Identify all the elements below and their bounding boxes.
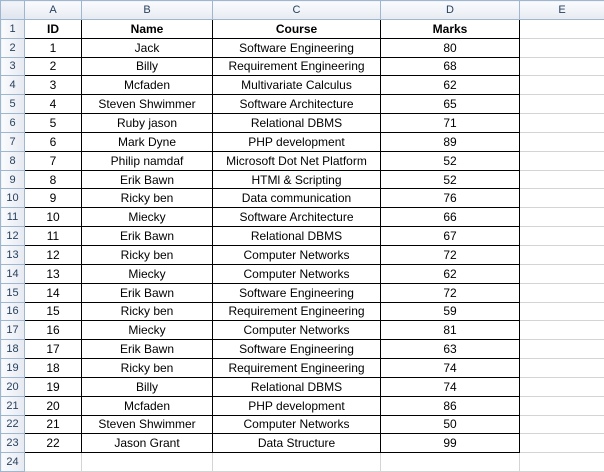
cell-id[interactable]: 9 — [25, 189, 82, 208]
row-number[interactable]: 6 — [1, 114, 25, 133]
cell-name[interactable]: Ruby jason — [82, 114, 213, 133]
cell-name[interactable]: Miecky — [82, 208, 213, 227]
table-row — [1, 359, 604, 378]
cell-course[interactable]: Software Architecture — [213, 208, 381, 227]
empty-cell[interactable] — [520, 170, 604, 189]
empty-cell[interactable] — [520, 434, 604, 453]
empty-cell[interactable] — [520, 302, 604, 321]
column-header-c[interactable]: C — [213, 1, 381, 20]
table-row — [1, 95, 604, 114]
cell-course[interactable]: Data Structure — [213, 434, 381, 453]
cell-name[interactable]: Billy — [82, 377, 213, 396]
cell-name[interactable]: Erik Bawn — [82, 283, 213, 302]
row-number[interactable]: 5 — [1, 95, 25, 114]
header-cell-marks[interactable]: Marks — [381, 19, 520, 38]
table-row — [1, 396, 604, 415]
table-row — [1, 227, 604, 246]
empty-cell[interactable] — [82, 453, 213, 472]
cell-course[interactable]: Requirement Engineering — [213, 359, 381, 378]
cell-course[interactable]: Computer Networks — [213, 415, 381, 434]
cell-name[interactable]: Philip namdaf — [82, 151, 213, 170]
header-cell-name[interactable]: Name — [82, 19, 213, 38]
cell-name[interactable]: Ricky ben — [82, 245, 213, 264]
cell-marks[interactable]: 89 — [381, 132, 520, 151]
row-number[interactable]: 1 — [1, 19, 25, 38]
column-header-b[interactable]: B — [82, 1, 213, 20]
empty-cell[interactable] — [520, 114, 604, 133]
cell-course[interactable]: Microsoft Dot Net Platform — [213, 151, 381, 170]
header-cell-course[interactable]: Course — [213, 19, 381, 38]
empty-cell[interactable] — [520, 95, 604, 114]
row-number[interactable]: 21 — [1, 396, 25, 415]
cell-name[interactable]: Mcfaden — [82, 76, 213, 95]
cell-marks[interactable]: 99 — [381, 434, 520, 453]
row-number[interactable]: 18 — [1, 340, 25, 359]
column-header-a[interactable]: A — [25, 1, 82, 20]
table-row — [1, 302, 604, 321]
cell-marks[interactable]: 65 — [381, 95, 520, 114]
empty-cell[interactable] — [520, 245, 604, 264]
cell-course[interactable]: Software Engineering — [213, 340, 381, 359]
table-row — [1, 57, 604, 76]
row-number[interactable]: 22 — [1, 415, 25, 434]
cell-name[interactable]: Miecky — [82, 264, 213, 283]
cell-name[interactable]: Steven Shwimmer — [82, 95, 213, 114]
cell-name[interactable]: Steven Shwimmer — [82, 415, 213, 434]
cell-id[interactable]: 16 — [25, 321, 82, 340]
cell-id[interactable]: 6 — [25, 132, 82, 151]
table-row — [1, 340, 604, 359]
row-number[interactable]: 2 — [1, 38, 25, 57]
cell-marks[interactable]: 50 — [381, 415, 520, 434]
empty-cell[interactable] — [520, 57, 604, 76]
empty-cell[interactable] — [381, 453, 520, 472]
row-number[interactable]: 24 — [1, 453, 25, 472]
cell-name[interactable]: Mcfaden — [82, 396, 213, 415]
cell-name[interactable]: Ricky ben — [82, 359, 213, 378]
table-row — [1, 76, 604, 95]
cell-marks[interactable]: 52 — [381, 151, 520, 170]
cell-marks[interactable]: 59 — [381, 302, 520, 321]
table-row — [1, 245, 604, 264]
cell-id[interactable]: 14 — [25, 283, 82, 302]
cell-marks[interactable]: 68 — [381, 57, 520, 76]
cell-id[interactable]: 20 — [25, 396, 82, 415]
cell-id[interactable]: 17 — [25, 340, 82, 359]
cell-id[interactable]: 8 — [25, 170, 82, 189]
cell-id[interactable]: 10 — [25, 208, 82, 227]
empty-cell[interactable] — [520, 227, 604, 246]
table-row — [1, 283, 604, 302]
cell-marks[interactable]: 62 — [381, 76, 520, 95]
cell-name[interactable]: Mark Dyne — [82, 132, 213, 151]
header-cell-id[interactable]: ID — [25, 19, 82, 38]
cell-marks[interactable]: 62 — [381, 264, 520, 283]
cell-name[interactable]: Jason Grant — [82, 434, 213, 453]
cell-id[interactable]: 1 — [25, 38, 82, 57]
empty-cell[interactable] — [520, 453, 604, 472]
empty-cell[interactable] — [520, 377, 604, 396]
table-row — [1, 321, 604, 340]
empty-cell[interactable] — [520, 208, 604, 227]
cell-id[interactable]: 4 — [25, 95, 82, 114]
cell-name[interactable]: Billy — [82, 57, 213, 76]
cell-course[interactable]: PHP development — [213, 396, 381, 415]
cell-id[interactable]: 12 — [25, 245, 82, 264]
cell-id[interactable]: 15 — [25, 302, 82, 321]
empty-cell[interactable] — [520, 415, 604, 434]
cell-course[interactable]: Data communication — [213, 189, 381, 208]
cell-marks[interactable]: 52 — [381, 170, 520, 189]
cell-id[interactable]: 11 — [25, 227, 82, 246]
cell-marks[interactable]: 74 — [381, 359, 520, 378]
cell-id[interactable]: 22 — [25, 434, 82, 453]
cell-name[interactable]: Jack — [82, 38, 213, 57]
cell-course[interactable]: Multivariate Calculus — [213, 76, 381, 95]
row-number[interactable]: 12 — [1, 227, 25, 246]
empty-cell[interactable] — [213, 453, 381, 472]
empty-cell[interactable] — [520, 151, 604, 170]
row-number[interactable]: 7 — [1, 132, 25, 151]
row-number[interactable]: 17 — [1, 321, 25, 340]
row-number[interactable]: 10 — [1, 189, 25, 208]
cell-name[interactable]: Erik Bawn — [82, 170, 213, 189]
column-header-e[interactable]: E — [520, 1, 604, 20]
cell-id[interactable]: 7 — [25, 151, 82, 170]
row-number[interactable]: 8 — [1, 151, 25, 170]
cell-course[interactable]: HTMl & Scripting — [213, 170, 381, 189]
cell-marks[interactable]: 81 — [381, 321, 520, 340]
row-number[interactable]: 15 — [1, 283, 25, 302]
row-number[interactable]: 16 — [1, 302, 25, 321]
empty-cell[interactable] — [520, 359, 604, 378]
cell-name[interactable]: Ricky ben — [82, 189, 213, 208]
cell-name[interactable]: Erik Bawn — [82, 227, 213, 246]
cell-id[interactable]: 5 — [25, 114, 82, 133]
empty-cell[interactable] — [520, 76, 604, 95]
row-number[interactable]: 23 — [1, 434, 25, 453]
empty-cell[interactable] — [520, 321, 604, 340]
empty-cell[interactable] — [520, 264, 604, 283]
column-header-row — [1, 1, 604, 20]
cell-course[interactable]: Relational DBMS — [213, 377, 381, 396]
empty-cell[interactable] — [520, 340, 604, 359]
cell-name[interactable]: Miecky — [82, 321, 213, 340]
cell-course[interactable]: Software Architecture — [213, 95, 381, 114]
cell-id[interactable]: 19 — [25, 377, 82, 396]
column-header-d[interactable]: D — [381, 1, 520, 20]
row-number[interactable]: 3 — [1, 57, 25, 76]
table-row — [1, 114, 604, 133]
table-row — [1, 170, 604, 189]
row-number[interactable]: 11 — [1, 208, 25, 227]
cell-id[interactable]: 18 — [25, 359, 82, 378]
cell-course[interactable]: Relational DBMS — [213, 227, 381, 246]
cell-marks[interactable]: 76 — [381, 189, 520, 208]
cell-marks[interactable]: 80 — [381, 38, 520, 57]
empty-cell[interactable] — [520, 132, 604, 151]
cell-course[interactable]: Requirement Engineering — [213, 302, 381, 321]
cell-marks[interactable]: 67 — [381, 227, 520, 246]
table-row — [1, 453, 604, 472]
cell-marks[interactable]: 86 — [381, 396, 520, 415]
select-all-corner[interactable] — [1, 1, 25, 20]
cell-course[interactable]: Computer Networks — [213, 321, 381, 340]
cell-marks[interactable]: 63 — [381, 340, 520, 359]
row-number[interactable]: 14 — [1, 264, 25, 283]
table-row — [1, 132, 604, 151]
cell-course[interactable]: Software Engineering — [213, 283, 381, 302]
cell-name[interactable]: Ricky ben — [82, 302, 213, 321]
row-number[interactable]: 4 — [1, 76, 25, 95]
table-row — [1, 415, 604, 434]
row-number[interactable]: 9 — [1, 170, 25, 189]
table-row — [1, 264, 604, 283]
row-number[interactable]: 19 — [1, 359, 25, 378]
empty-cell[interactable] — [520, 189, 604, 208]
table-row — [1, 189, 604, 208]
cell-marks[interactable]: 66 — [381, 208, 520, 227]
cell-course[interactable]: Relational DBMS — [213, 114, 381, 133]
row-number[interactable]: 13 — [1, 245, 25, 264]
cell-marks[interactable]: 72 — [381, 283, 520, 302]
table-row — [1, 377, 604, 396]
empty-cell[interactable] — [520, 396, 604, 415]
cell-marks[interactable]: 72 — [381, 245, 520, 264]
cell-name[interactable]: Erik Bawn — [82, 340, 213, 359]
table-row — [1, 434, 604, 453]
row-number[interactable]: 20 — [1, 377, 25, 396]
table-row — [1, 151, 604, 170]
cell-course[interactable]: Computer Networks — [213, 245, 381, 264]
empty-cell[interactable] — [520, 19, 604, 38]
empty-cell[interactable] — [520, 283, 604, 302]
cell-id[interactable]: 3 — [25, 76, 82, 95]
table-row — [1, 38, 604, 57]
table-header-row — [1, 19, 604, 38]
cell-course[interactable]: Requirement Engineering — [213, 57, 381, 76]
cell-course[interactable]: PHP development — [213, 132, 381, 151]
cell-marks[interactable]: 71 — [381, 114, 520, 133]
empty-cell[interactable] — [25, 453, 82, 472]
table-row — [1, 208, 604, 227]
cell-id[interactable]: 21 — [25, 415, 82, 434]
cell-course[interactable]: Software Engineering — [213, 38, 381, 57]
cell-marks[interactable]: 74 — [381, 377, 520, 396]
cell-id[interactable]: 2 — [25, 57, 82, 76]
cell-course[interactable]: Computer Networks — [213, 264, 381, 283]
cell-id[interactable]: 13 — [25, 264, 82, 283]
empty-cell[interactable] — [520, 38, 604, 57]
